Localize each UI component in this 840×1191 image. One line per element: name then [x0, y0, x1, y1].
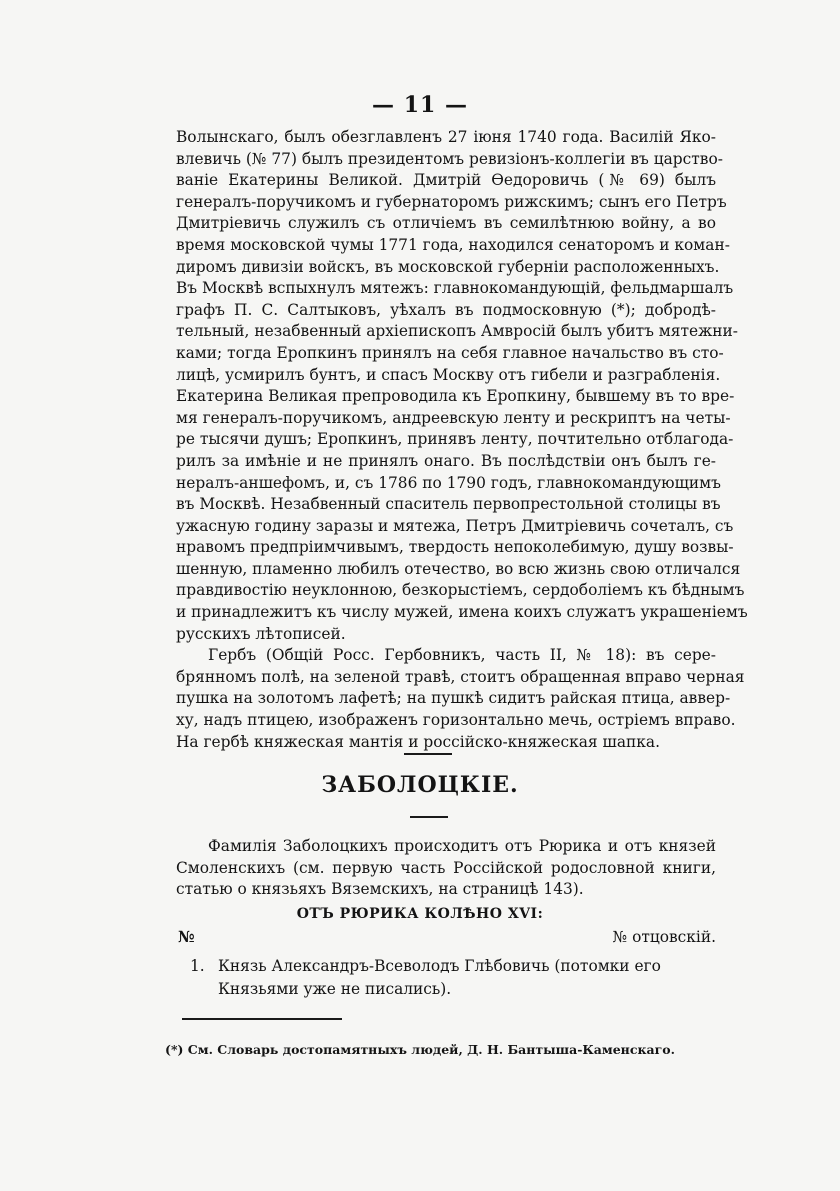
text-line: лицѣ, усмирилъ бунтъ, и спасъ Москву отъ гибели и разграбленія. [176, 365, 721, 384]
text-line: брянномъ полѣ, на зеленой травѣ, стоитъ обращенная вправо черная [176, 667, 745, 686]
column-header-father-number: № отцовскій. [612, 928, 716, 946]
text-line: генералъ-поручикомъ и губернаторомъ рижскимъ; сынъ его Петръ [176, 192, 727, 211]
footnote: (*) См. Словарь достопамятныхъ людей, Д. Н. Бантыша-Каменскаго. [165, 1042, 675, 1057]
text-line: ками; тогда Еропкинъ принялъ на себя главное начальство въ сто- [176, 343, 724, 362]
text-line: Волынскаго, былъ обезглавленъ 27 іюня 1740 года. Василій Яко- [176, 128, 716, 146]
paragraph-biography [176, 127, 748, 645]
text-line: диромъ дивизіи войскъ, въ московской губерніи расположенныхъ. [176, 257, 720, 276]
text-line: Екатерина Великая препроводила къ Еропкину, бывшему въ то вре- [176, 387, 735, 406]
text-line: правдивостію неуклонною, безкорыстіемъ, сердоболіемъ къ бѣднымъ [176, 581, 745, 600]
genealogy-entry [190, 955, 670, 1001]
generation-heading: ОТЪ РЮРИКА КОЛѢНО XVI: [296, 906, 544, 922]
text-line: Смоленскихъ (см. первую часть Россійской родословной книги, [176, 858, 716, 877]
text-line: шенную, пламенно любилъ отечество, во всю жизнь свою отличался [176, 559, 741, 578]
text-line: Дмитріевичь служилъ съ отличіемъ въ семилѣтнюю войну, а во [176, 214, 716, 233]
text-line: время московской чумы 1771 года, находился сенаторомъ и коман- [176, 235, 730, 254]
text-line: влевичь (№ 77) былъ президентомъ ревизіонъ-коллегіи въ царство- [176, 149, 723, 168]
text-line: ху, надъ птицею, изображенъ горизонтально мечь, остріемъ вправо. [176, 711, 736, 730]
entry-text-line2: Князьями уже не писались). [218, 980, 452, 998]
text-line: На гербѣ княжеская мантія и россійско-княжеская шапка. [176, 732, 660, 751]
text-line: нералъ-аншефомъ, и, съ 1786 по 1790 годъ, главнокомандующимъ [176, 473, 721, 492]
text-line: нравомъ предпріимчивымъ, твердость непоколебимую, душу возвы- [176, 538, 734, 557]
text-line: Фамилія Заболоцкихъ происходитъ отъ Рюрика и отъ князей [208, 837, 716, 855]
paragraph-family-origin [176, 836, 716, 901]
text-line: мя генералъ-поручикомъ, андреевскую ленту и рескриптъ на четы- [176, 408, 731, 427]
section-divider-top [404, 753, 452, 755]
section-title: ЗАБОЛОЦКІЕ. [321, 772, 519, 798]
text-line: графъ П. С. Салтыковъ, уѣхалъ въ подмосковную (*); добродѣ- [176, 300, 716, 319]
text-line: пушка на золотомъ лафетѣ; на пушкѣ сидитъ райская птица, аввер- [176, 689, 731, 708]
text-line: и принадлежитъ къ числу мужей, имена коихъ служатъ украшеніемъ [176, 603, 748, 622]
entry-text-line1: Князь Александръ-Всеволодъ Глѣбовичь (потомки его [218, 957, 661, 975]
section-divider-bottom [410, 816, 448, 818]
text-line: ужасную годину заразы и мятежа, Петръ Дмитріевичь сочеталъ, съ [176, 516, 734, 535]
footnote-rule [182, 1018, 342, 1020]
paragraph-coat-of-arms [176, 645, 745, 753]
text-line: ваніе Екатерины Великой. Дмитрій Ѳедоровичь (№ 69) былъ [176, 171, 716, 190]
entry-number: 1. [190, 957, 205, 975]
text-line: рилъ за имѣніе и не принялъ онаго. Въ послѣдствіи онъ былъ ге- [176, 451, 716, 470]
text-line: тельный, незабвенный архіепископъ Амвросій былъ убитъ мятежни- [176, 322, 738, 341]
page-number: — 11 — [372, 92, 468, 118]
text-line: Въ Москвѣ вспыхнулъ мятежъ: главнокомандующій, фельдмаршалъ [176, 279, 734, 298]
text-line: статью о князьяхъ Вяземскихъ, на страницѣ 143). [176, 880, 584, 899]
main-text [176, 127, 748, 753]
text-line: ре тысячи душъ; Еропкинъ, принявъ ленту, почтительно отблагода- [176, 430, 734, 449]
text-line: русскихъ лѣтописей. [176, 624, 346, 643]
text-line: въ Москвѣ. Незабвенный спаситель первопрестольной столицы въ [176, 495, 721, 514]
column-header-number: № [178, 928, 195, 946]
text-line: Гербъ (Общій Росс. Гербовникъ, часть II, № 18): въ сере- [208, 646, 716, 665]
